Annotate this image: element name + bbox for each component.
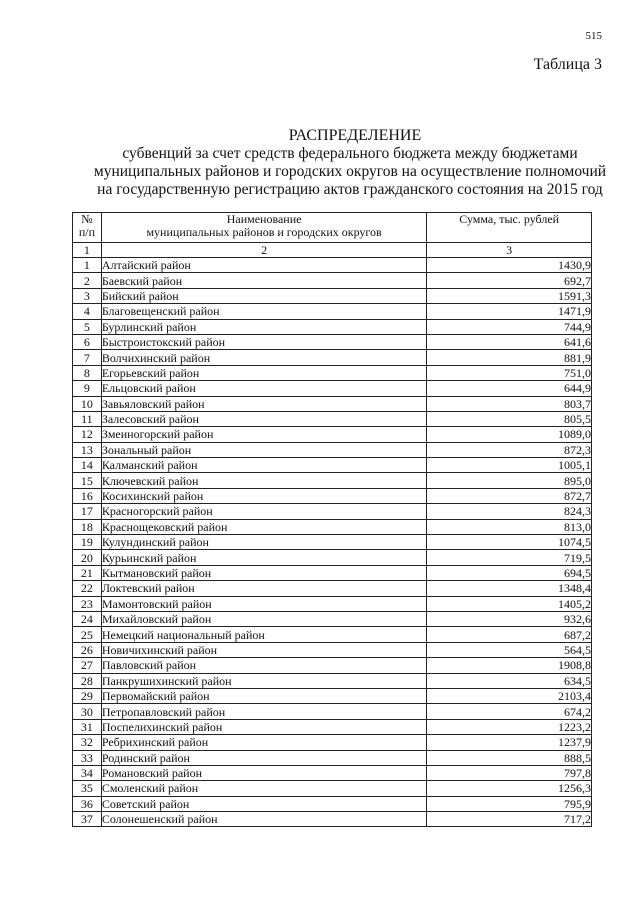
row-number: 5 — [73, 319, 102, 334]
title-line-1: субвенций за счет средств федерального бюджета между бюджетами — [122, 145, 578, 162]
municipality-name: Алтайский район — [101, 258, 427, 273]
municipality-name: Ельцовский район — [101, 381, 427, 396]
municipality-name: Курьинский район — [101, 550, 427, 565]
row-number: 6 — [73, 334, 102, 349]
row-number: 32 — [73, 735, 102, 750]
row-number: 12 — [73, 427, 102, 442]
subvention-sum: 805,5 — [427, 411, 592, 426]
table-row — [73, 735, 592, 750]
municipality-name: Немецкий национальный район — [101, 627, 427, 642]
table-row — [73, 519, 592, 534]
municipality-name: Баевский район — [101, 273, 427, 288]
subvention-sum: 1256,3 — [427, 781, 592, 796]
municipality-name: Зональный район — [101, 442, 427, 457]
subvention-sum: 888,5 — [427, 750, 592, 765]
row-number: 23 — [73, 596, 102, 611]
municipality-name: Змеиногорский район — [101, 427, 427, 442]
header-sum — [427, 213, 592, 243]
row-number: 31 — [73, 719, 102, 734]
municipality-name: Михайловский район — [101, 611, 427, 626]
table-row — [73, 427, 592, 442]
header-name — [101, 213, 427, 243]
row-number: 26 — [73, 642, 102, 657]
header-name-line1: Наименование — [226, 212, 302, 226]
table-header-row — [73, 213, 592, 243]
table-row — [73, 704, 592, 719]
table-row — [73, 596, 592, 611]
municipality-name: Родинский район — [101, 750, 427, 765]
municipality-name: Панкрушихинский район — [101, 673, 427, 688]
row-number: 4 — [73, 304, 102, 319]
municipality-name: Солонешенский район — [101, 812, 427, 827]
row-number: 7 — [73, 350, 102, 365]
document-title — [60, 126, 640, 199]
municipality-name: Быстроистокский район — [101, 334, 427, 349]
subvention-sum: 824,3 — [427, 504, 592, 519]
title-line-2: муниципальных районов и городских округов на осуществление полномочий — [93, 163, 607, 180]
municipality-name: Залесовский район — [101, 411, 427, 426]
row-number: 13 — [73, 442, 102, 457]
subvention-sum: 564,5 — [427, 642, 592, 657]
subvention-sum: 1089,0 — [427, 427, 592, 442]
row-number: 34 — [73, 765, 102, 780]
table-row — [73, 411, 592, 426]
column-number-row — [73, 243, 592, 258]
table-label: Таблица 3 — [533, 56, 602, 73]
subvention-sum: 1591,3 — [427, 288, 592, 303]
subvention-sum: 1471,9 — [427, 304, 592, 319]
subvention-sum: 795,9 — [427, 796, 592, 811]
table-row — [73, 535, 592, 550]
subvention-sum: 674,2 — [427, 704, 592, 719]
row-number: 24 — [73, 611, 102, 626]
municipality-name: Волчихинский район — [101, 350, 427, 365]
subvention-sum: 813,0 — [427, 519, 592, 534]
table-row — [73, 627, 592, 642]
municipality-name: Завьяловский район — [101, 396, 427, 411]
table-row — [73, 550, 592, 565]
subvention-sum: 881,9 — [427, 350, 592, 365]
subvention-sum: 719,5 — [427, 550, 592, 565]
table-row — [73, 611, 592, 626]
subvention-sum: 1348,4 — [427, 581, 592, 596]
row-number: 25 — [73, 627, 102, 642]
header-sum-label: Сумма, тыс. рублей — [459, 212, 560, 226]
header-num-line2: п/п — [78, 225, 95, 239]
subvention-sum: 634,5 — [427, 673, 592, 688]
subvention-sum: 692,7 — [427, 273, 592, 288]
municipality-name: Кулундинский район — [101, 535, 427, 550]
subvention-sum: 644,9 — [427, 381, 592, 396]
column-number: 3 — [427, 243, 592, 258]
row-number: 17 — [73, 504, 102, 519]
municipality-name: Поспелихинский район — [101, 719, 427, 734]
table-row — [73, 642, 592, 657]
row-number: 14 — [73, 458, 102, 473]
table-row — [73, 673, 592, 688]
header-name-line2: муниципальных районов и городских округов — [146, 225, 382, 239]
column-number: 1 — [73, 243, 102, 258]
row-number: 1 — [73, 258, 102, 273]
table-row — [73, 812, 592, 827]
subvention-sum: 694,5 — [427, 565, 592, 580]
row-number: 21 — [73, 565, 102, 580]
municipality-name: Ребрихинский район — [101, 735, 427, 750]
table-row — [73, 273, 592, 288]
subvention-sum: 1005,1 — [427, 458, 592, 473]
header-num — [73, 213, 102, 243]
row-number: 10 — [73, 396, 102, 411]
distribution-table — [72, 212, 592, 827]
table-row — [73, 334, 592, 349]
row-number: 35 — [73, 781, 102, 796]
municipality-name: Егорьевский район — [101, 365, 427, 380]
table-body — [73, 258, 592, 827]
table-row — [73, 719, 592, 734]
municipality-name: Новичихинский район — [101, 642, 427, 657]
municipality-name: Благовещенский район — [101, 304, 427, 319]
row-number: 22 — [73, 581, 102, 596]
table-row — [73, 258, 592, 273]
subvention-sum: 717,2 — [427, 812, 592, 827]
row-number: 19 — [73, 535, 102, 550]
subvention-sum: 797,8 — [427, 765, 592, 780]
subvention-sum: 641,6 — [427, 334, 592, 349]
row-number: 3 — [73, 288, 102, 303]
row-number: 30 — [73, 704, 102, 719]
table-row — [73, 396, 592, 411]
title-line-3: на государственную регистрацию актов гражданского состояния на 2015 год — [97, 181, 603, 198]
municipality-name: Косихинский район — [101, 488, 427, 503]
municipality-name: Павловский район — [101, 658, 427, 673]
municipality-name: Советский район — [101, 796, 427, 811]
row-number: 20 — [73, 550, 102, 565]
municipality-name: Мамонтовский район — [101, 596, 427, 611]
municipality-name: Петропавловский район — [101, 704, 427, 719]
table-row — [73, 381, 592, 396]
row-number: 29 — [73, 688, 102, 703]
table-row — [73, 350, 592, 365]
title-heading: РАСПРЕДЕЛЕНИЕ — [288, 127, 422, 144]
row-number: 9 — [73, 381, 102, 396]
row-number: 18 — [73, 519, 102, 534]
page-number: 515 — [585, 30, 602, 42]
subvention-sum: 751,0 — [427, 365, 592, 380]
subvention-sum: 872,7 — [427, 488, 592, 503]
row-number: 15 — [73, 473, 102, 488]
municipality-name: Первомайский район — [101, 688, 427, 703]
table-row — [73, 473, 592, 488]
municipality-name: Кытмановский район — [101, 565, 427, 580]
municipality-name: Локтевский район — [101, 581, 427, 596]
municipality-name: Красногорский район — [101, 504, 427, 519]
municipality-name: Романовский район — [101, 765, 427, 780]
table-row — [73, 288, 592, 303]
table-row — [73, 319, 592, 334]
column-number: 2 — [101, 243, 427, 258]
table-row — [73, 488, 592, 503]
table-row — [73, 565, 592, 580]
subvention-sum: 1430,9 — [427, 258, 592, 273]
table-row — [73, 750, 592, 765]
subvention-sum: 1223,2 — [427, 719, 592, 734]
table-row — [73, 765, 592, 780]
subvention-sum: 744,9 — [427, 319, 592, 334]
row-number: 28 — [73, 673, 102, 688]
row-number: 16 — [73, 488, 102, 503]
table-row — [73, 304, 592, 319]
row-number: 2 — [73, 273, 102, 288]
table-row — [73, 581, 592, 596]
table-row — [73, 458, 592, 473]
table-row — [73, 796, 592, 811]
subvention-sum: 872,3 — [427, 442, 592, 457]
municipality-name: Калманский район — [101, 458, 427, 473]
subvention-sum: 687,2 — [427, 627, 592, 642]
row-number: 27 — [73, 658, 102, 673]
table-row — [73, 658, 592, 673]
municipality-name: Смоленский район — [101, 781, 427, 796]
municipality-name: Ключевский район — [101, 473, 427, 488]
subvention-sum: 932,6 — [427, 611, 592, 626]
table-row — [73, 781, 592, 796]
subvention-sum: 1237,9 — [427, 735, 592, 750]
table-row — [73, 688, 592, 703]
table-row — [73, 365, 592, 380]
table-row — [73, 442, 592, 457]
subvention-sum: 895,0 — [427, 473, 592, 488]
subvention-sum: 1405,2 — [427, 596, 592, 611]
row-number: 11 — [73, 411, 102, 426]
municipality-name: Краснощековский район — [101, 519, 427, 534]
row-number: 8 — [73, 365, 102, 380]
subvention-sum: 1908,8 — [427, 658, 592, 673]
subvention-sum: 2103,4 — [427, 688, 592, 703]
subvention-sum: 1074,5 — [427, 535, 592, 550]
row-number: 37 — [73, 812, 102, 827]
municipality-name: Бурлинский район — [101, 319, 427, 334]
municipality-name: Бийский район — [101, 288, 427, 303]
subvention-sum: 803,7 — [427, 396, 592, 411]
row-number: 33 — [73, 750, 102, 765]
table-row — [73, 504, 592, 519]
row-number: 36 — [73, 796, 102, 811]
header-num-line1: № — [81, 212, 93, 226]
